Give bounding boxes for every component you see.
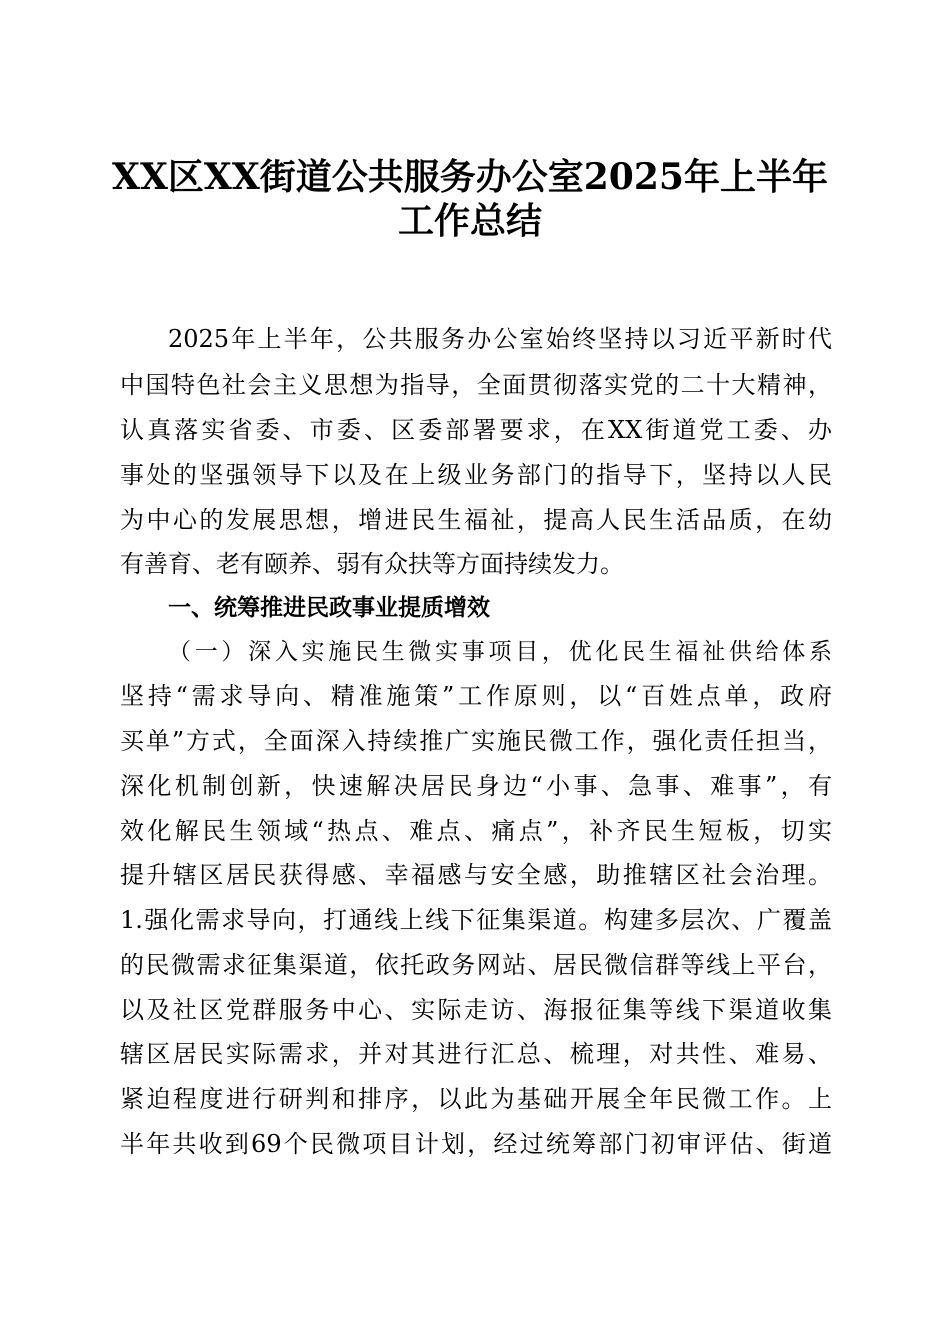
paragraph-line: 深化机制创新，快速解决居民身边“小事、急事、难事”，有 bbox=[120, 772, 832, 800]
intro-line: 2025年上半年，公共服务办公室始终坚持以习近平新时代 bbox=[168, 325, 832, 353]
intro-line: 事处的坚强领导下以及在上级业务部门的指导下，坚持以人民 bbox=[120, 461, 832, 489]
paragraph-line: 买单”方式，全面深入持续推广实施民微工作，强化责任担当， bbox=[120, 727, 832, 755]
document-title-line-1: XX区XX街道公共服务办公室2025年上半年 bbox=[112, 156, 828, 198]
item-line: 辖区居民实际需求，并对其进行汇总、梳理，对共性、难易、 bbox=[120, 1040, 832, 1068]
intro-line: 为中心的发展思想，增进民生福祉，提高人民生活品质，在幼 bbox=[120, 506, 832, 534]
item-line: 1.强化需求导向，打通线上线下征集渠道。构建多层次、广覆盖 bbox=[120, 906, 832, 934]
intro-line: 认真落实省委、市委、区委部署要求，在XX街道党工委、办 bbox=[120, 416, 832, 444]
paragraph-line: 坚持“需求导向、精准施策”工作原则，以“百姓点单，政府 bbox=[120, 682, 832, 710]
paragraph-line: 效化解民生领域“热点、难点、痛点”，补齐民生短板，切实 bbox=[120, 817, 832, 845]
item-line: 半年共收到69个民微项目计划，经过统筹部门初审评估、街道 bbox=[120, 1130, 832, 1158]
intro-line: 中国特色社会主义思想为指导，全面贯彻落实党的二十大精神， bbox=[120, 371, 832, 399]
subsection-heading: （一）深入实施民生微实事项目，优化民生福祉供给体系 bbox=[168, 639, 832, 665]
item-line: 以及社区党群服务中心、实际走访、海报征集等线下渠道收集 bbox=[120, 996, 832, 1024]
item-line: 的民微需求征集渠道，依托政务网站、居民微信群等线上平台， bbox=[120, 951, 832, 979]
section-heading: 一、统筹推进民政事业提质增效 bbox=[168, 595, 490, 621]
paragraph-line: 提升辖区居民获得感、幸福感与安全感，助推辖区社会治理。 bbox=[120, 861, 832, 889]
item-line: 紧迫程度进行研判和排序，以此为基础开展全年民微工作。上 bbox=[120, 1085, 832, 1113]
document-title-line-2: 工作总结 bbox=[397, 200, 542, 242]
intro-line: 有善育、老有颐养、弱有众扶等方面持续发力。 bbox=[120, 550, 624, 578]
